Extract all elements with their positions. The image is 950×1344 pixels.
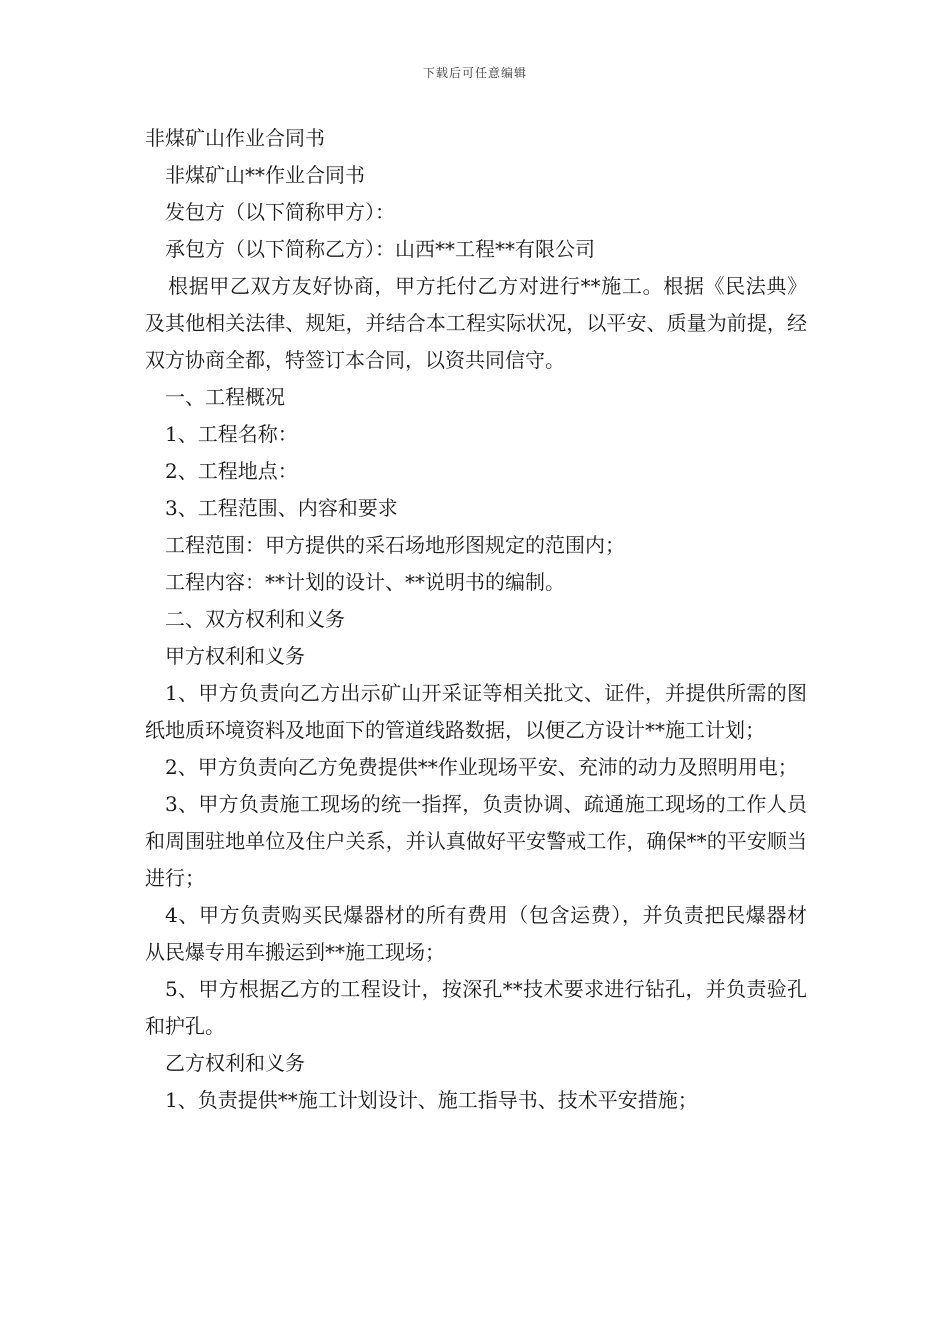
document-subtitle: 非煤矿山**作业合同书 [165,163,365,187]
party-a-line: 发包方（以下简称甲方）： [165,200,395,224]
section-2-heading: 二、双方权利和义务 [165,607,345,631]
party-a-clause-1: 1、甲方负责向乙方出示矿山开采证等相关批文、证件，并提供所需的图纸地质环境资料及地面下的管道线路数据，以便乙方设计**施工计划； [145,681,807,742]
party-b-clause-1: 1、负责提供**施工计划设计、施工指导书、技术平安措施； [165,1088,698,1112]
project-content-text: 工程内容：**计划的设计、**说明书的编制。 [165,570,565,594]
party-b-line: 承包方（以下简称乙方）：山西**工程**有限公司 [165,237,595,261]
intro-paragraph: 根据甲乙双方友好协商，甲方托付乙方对进行**施工。根据《民法典》及其他相关法律、规矩，并结合本工程实际状况，以平安、质量为前提，经双方协商全都，特签订本合同，以资共同信守。 [145,274,807,372]
party-a-clause-4: 4、甲方负责购买民爆器材的所有费用（包含运费），并负责把民爆器材从民爆专用车搬运到**施工现场； [145,903,807,964]
project-scope-item: 3、工程范围、内容和要求 [165,496,398,520]
party-a-rights-heading: 甲方权利和义务 [165,644,305,668]
section-1-heading: 一、工程概况 [165,385,285,409]
document-title: 非煤矿山作业合同书 [145,126,325,150]
party-b-rights-heading: 乙方权利和义务 [165,1051,305,1075]
party-a-clause-3: 3、甲方负责施工现场的统一指挥，负责协调、疏通施工现场的工作人员和周围驻地单位及住户关系，并认真做好平安警戒工作，确保**的平安顺当进行； [145,792,807,890]
page-header-note: 下载后可任意编辑 [422,66,527,80]
project-name-item: 1、工程名称： [165,422,298,446]
party-a-clause-2: 2、甲方负责向乙方免费提供**作业现场平安、充沛的动力及照明用电； [165,755,798,779]
project-location-item: 2、工程地点： [165,459,298,483]
document-body [145,120,807,1119]
project-scope-text: 工程范围：甲方提供的采石场地形图规定的范围内； [165,533,625,557]
party-a-clause-5: 5、甲方根据乙方的工程设计，按深孔**技术要求进行钻孔，并负责验孔和护孔。 [145,977,807,1038]
